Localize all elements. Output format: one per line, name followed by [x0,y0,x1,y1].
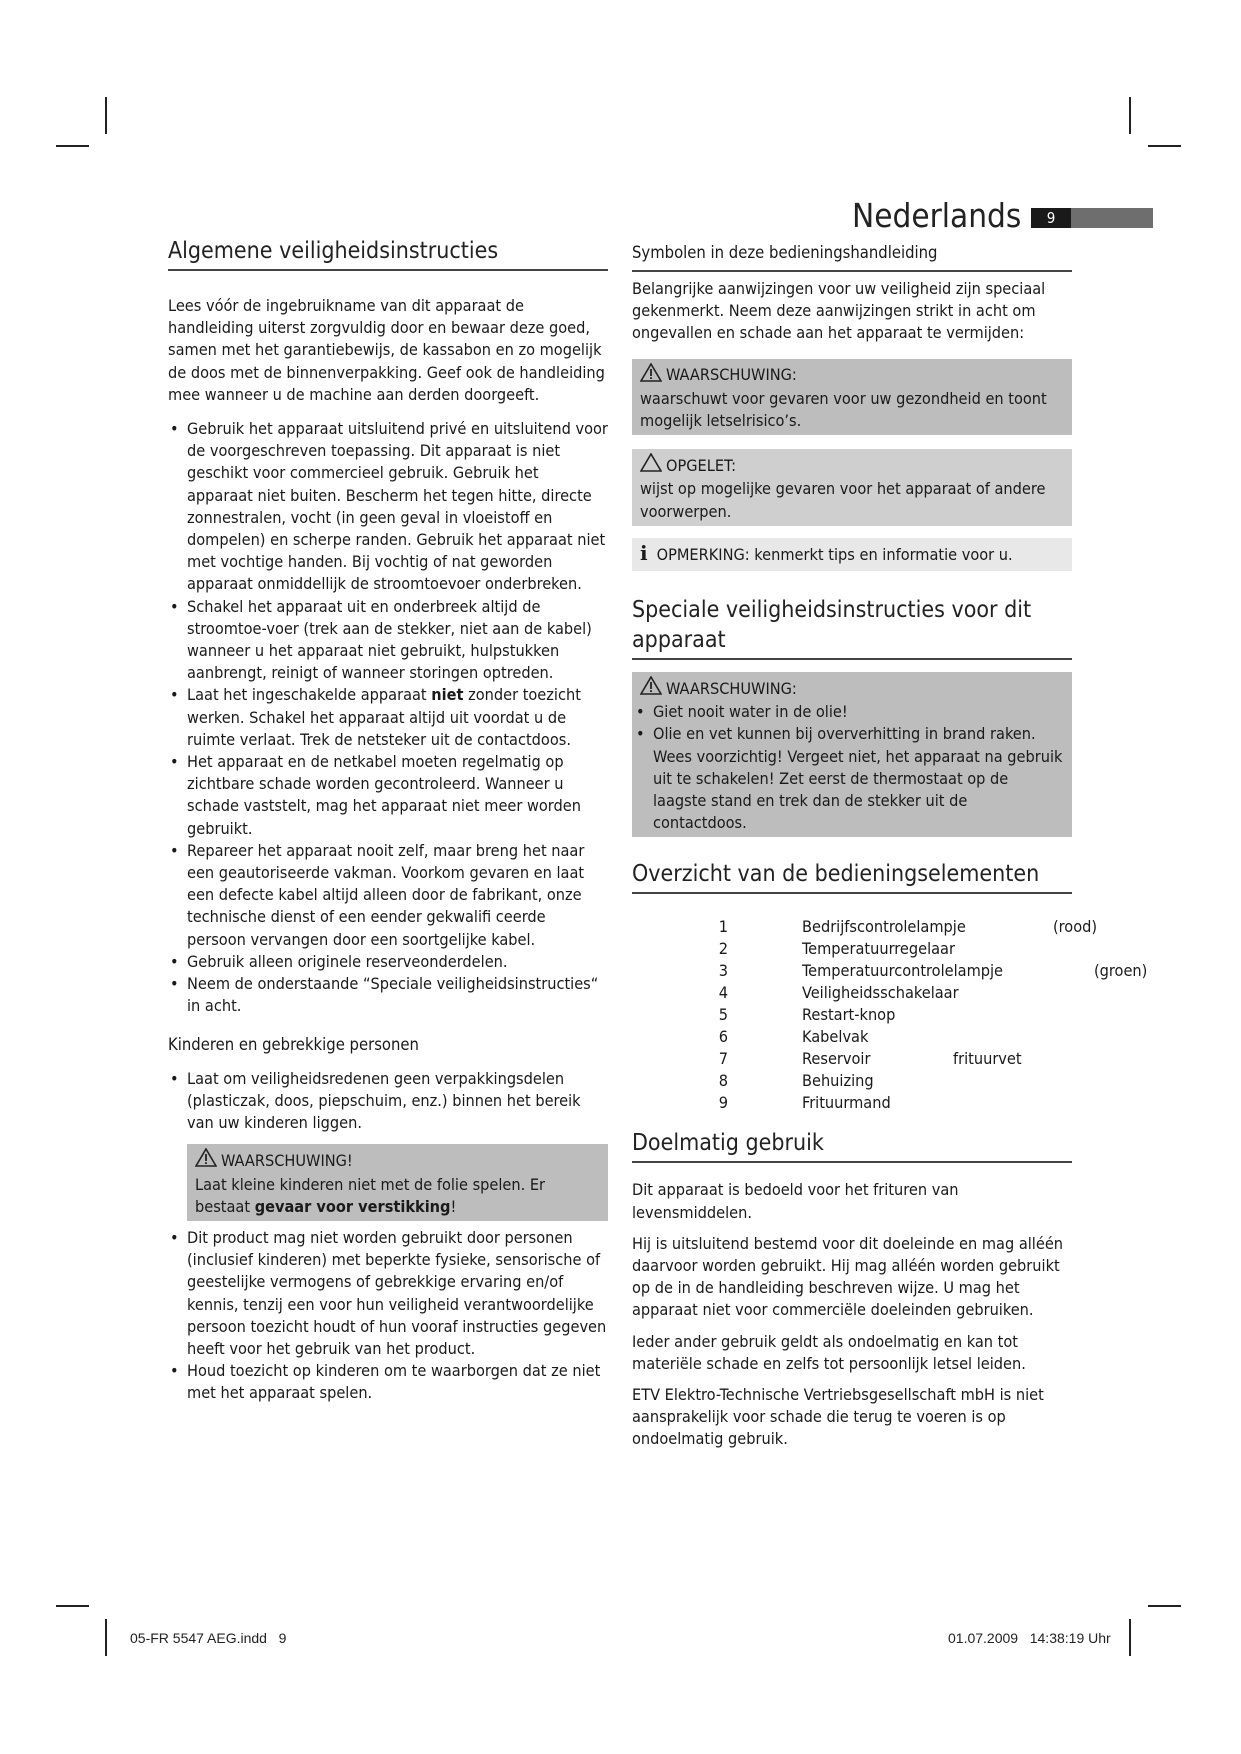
warning-triangle-icon [640,676,662,701]
left-column [168,236,608,1405]
use-paragraph: Ieder ander gebruik geldt als ondoelmatig en kan tot materiële schade en zelfs tot persoonlijk letsel leiden. [632,1331,1026,1373]
list-item: • Neem de onderstaande “Speciale veiligheidsinstructies“ in acht. [168,973,608,1017]
overview-number: 7 [718,1049,728,1069]
note-text: kenmerkt tips en informatie voor u. [749,544,1013,564]
overview-row [632,982,1152,1004]
emphasis: gevaar voor verstikking [254,1196,451,1216]
children-warning-box [187,1144,608,1221]
crop-mark [1148,145,1181,147]
list-item: • Dit product mag niet worden gebruikt door personen (inclusief kinderen) met beperkte fysieke, sensorische of geestelijke vermogens of gebrekkige ervaring en/of kennis, tenzij een voor hun veiligheid verantwoordelijke persoon toezicht houdt of hun vooraf instructies gegeven heeft voor het gebruik van het product. [168,1227,608,1360]
emphasis: niet [431,685,464,705]
section-title-intended-use: Doelmatig gebruik [632,1128,1072,1163]
overview-number: 1 [718,917,728,937]
overview-number: 5 [718,1005,728,1025]
overview-row [632,1048,1152,1070]
overview-extra: (groen) [1094,961,1148,981]
footer-file: 05-FR 5547 AEG.indd 9 [130,1630,287,1646]
children-list [168,1068,608,1135]
special-warning-box [632,672,1072,837]
crop-mark [105,97,107,134]
warning-title: WAARSCHUWING! [221,1150,353,1170]
symbol-caution-box [632,449,1072,526]
overview-name: Frituurmand [802,1093,891,1113]
warning-title: WAARSCHUWING: [666,365,797,385]
overview-name: Veiligheidsschakelaar [802,983,959,1003]
warning-header [640,363,1064,388]
warning-text [195,1174,600,1218]
symbol-note-box [632,538,1072,571]
caution-title: OPGELET: [666,455,737,475]
overview-row [632,1026,1152,1048]
warning-text-part: Laat kleine kinderen niet met de folie spelen. Er bestaat [195,1174,546,1216]
warning-text: waarschuwt voor gevaren voor uw gezondheid en toont mogelijk letselrisico’s. [640,388,1047,431]
list-item: • Olie en vet kunnen bij oververhitting in brand raken. Wees voorzichtig! Vergeet niet, het apparaat na gebruik uit te schakelen! Zet eerst de thermostaat op de laagste stand en trek dan de stekker uit de contactdoos. [634,723,1064,834]
overview-name: Temperatuurcontrolelampje [802,961,1004,981]
list-item: • Schakel het apparaat uit en onderbreek altijd de stroomtoe-voer (trek aan de stekker, niet aan de kabel) wanneer u het apparaat niet gebruikt, hulpstukken aanbrengt, reinigt of wanneer storingen optreden. [168,596,608,685]
section-title-special-safety: Speciale veiligheidsinstructies voor dit apparaat [632,595,1072,660]
language-title: Nederlands [852,196,1022,235]
overview-name: Kabelvak [802,1027,869,1047]
general-safety-list [168,418,608,1017]
overview-extra: (rood) [1053,917,1098,937]
list-item-text: Laat het ingeschakelde apparaat [187,685,432,705]
overview-name: Temperatuurregelaar [802,939,955,959]
page-number: 9 [1046,209,1056,227]
list-item: • Laat om veiligheidsredenen geen verpakkingsdelen (plasticzak, doos, piepschuim, enz.) binnen het bereik van uw kinderen liggen. [168,1068,608,1135]
use-paragraph: ETV Elektro-Technische Vertriebsgesellschaft mbH is niet aansprakelijk voor schade die terug te voeren is op ondoelmatig gebruik. [632,1385,1044,1449]
list-item [168,684,608,751]
overview-number: 3 [718,961,728,981]
crop-mark [56,1605,89,1607]
crop-mark [1129,1619,1131,1656]
overview-table [632,916,1148,1116]
crop-mark [1148,1605,1181,1607]
overview-row [632,938,1152,960]
warning-title: WAARSCHUWING: [666,678,797,698]
overview-number: 9 [718,1093,728,1113]
crop-mark [1129,97,1131,134]
overview-number: 4 [718,983,728,1003]
overview-number: 6 [718,1027,728,1047]
footer-timestamp: 01.07.2009 14:38:19 Uhr [948,1630,1111,1646]
warning-text-part: ! [450,1196,457,1216]
children-list-2 [168,1227,608,1405]
overview-row [632,916,1152,938]
subsection-title-symbols: Symbolen in deze bedieningshandleiding [632,236,1072,272]
section-title-general-safety: Algemene veiligheidsinstructies [168,236,608,271]
overview-name: Restart-knop [802,1005,896,1025]
warning-header [195,1148,600,1173]
overview-row [632,960,1152,982]
overview-number: 2 [718,939,728,959]
list-item: • Houd toezicht op kinderen om te waarborgen dat ze niet met het apparaat spelen. [168,1360,608,1404]
use-paragraph: Dit apparaat is bedoeld voor het frituren van levensmiddelen. [632,1180,959,1222]
crop-mark [105,1619,107,1656]
overview-row [632,1004,1152,1026]
caution-triangle-icon [640,453,662,478]
right-column [632,236,1148,1451]
list-item: • Giet nooit water in de olie! [634,701,1064,723]
symbol-warning-box [632,359,1072,436]
caution-text: wijst op mogelijke gevaren voor het apparaat of andere voorwerpen. [640,479,1046,521]
warning-triangle-icon [195,1148,217,1173]
subsection-title-children: Kinderen en gebrekkige personen [168,1034,419,1054]
list-item: • Gebruik het apparaat uitsluitend privé en uitsluitend voor de voorgeschreven toepassing. Dit apparaat is niet geschikt voor commercieel gebruik. Gebruik het apparaat niet buiten. Bescherm het tegen hitte, directe zonnestralen, vocht (in geen geval in vloeistoff en dompelen) en scherpe randen. Gebruik het apparaat niet met vochtige handen. Bij vochtig of nat geworden apparaat onmiddellijk de stroomtoevoer onderbreken. [168,418,608,596]
overview-name: Reservoir [802,1049,871,1069]
overview-name: Bedrijfscontrolelampje [802,917,966,937]
list-item-text: zonder toezicht werken. Schakel het apparaat altijd uit voordat u de ruimte verlaat. Trek de netsteker uit de contactdoos. [187,685,581,749]
overview-name: Behuizing [802,1071,874,1091]
overview-number: 8 [718,1071,728,1091]
overview-row [632,1092,1152,1114]
list-item: • Gebruik alleen originele reserveonderdelen. [168,951,608,973]
warning-triangle-icon [640,363,662,388]
intro-paragraph: Lees vóór de ingebruikname van dit apparaat de handleiding uiterst zorgvuldig door en bewaar deze goed, samen met het garantiebewijs, de kassabon en zo mogelijk de doos met de binnenverpakking. Geef ook de handleiding mee wanneer u de machine aan derden doorgeeft. [168,296,605,404]
symbols-intro: Belangrijke aanwijzingen voor uw veiligheid zijn speciaal gekenmerkt. Neem deze aanwijzingen strikt in acht om ongevallen en schade aan het apparaat te vermijden: [632,279,1046,343]
overview-row [632,1070,1152,1092]
overview-extra: frituurvet [953,1049,1022,1069]
note-title: OPMERKING: [656,544,750,564]
info-icon: i [640,540,648,565]
section-title-overview: Overzicht van de bedieningselementen [632,859,1072,894]
header-bar [1071,208,1153,228]
caution-header [640,453,1064,478]
use-paragraph: Hij is uitsluitend bestemd voor dit doeleinde en mag alléén daarvoor worden gebruikt. Hij mag alléén worden gebruikt op de in de handleiding beschreven wijze. U mag het apparaat niet voor commerciële doeleinden gebruiken. [632,1233,1064,1320]
crop-mark [56,145,89,147]
list-item: • Het apparaat en de netkabel moeten regelmatig op zichtbare schade worden gecontroleerd. Wanneer u schade vaststelt, mag het apparaat niet meer worden gebruikt. [168,751,608,840]
special-warning-list [634,701,1064,834]
warning-header [640,676,1064,701]
page-number-tab [1031,208,1071,228]
list-item: • Repareer het apparaat nooit zelf, maar breng het naar een geautoriseerde vakman. Voorkom gevaren en laat een defecte kabel altijd alleen door de fabrikant, onze technische dienst of een eender gekwalifi ceerde persoon vervangen door een soortgelijke kabel. [168,840,608,951]
